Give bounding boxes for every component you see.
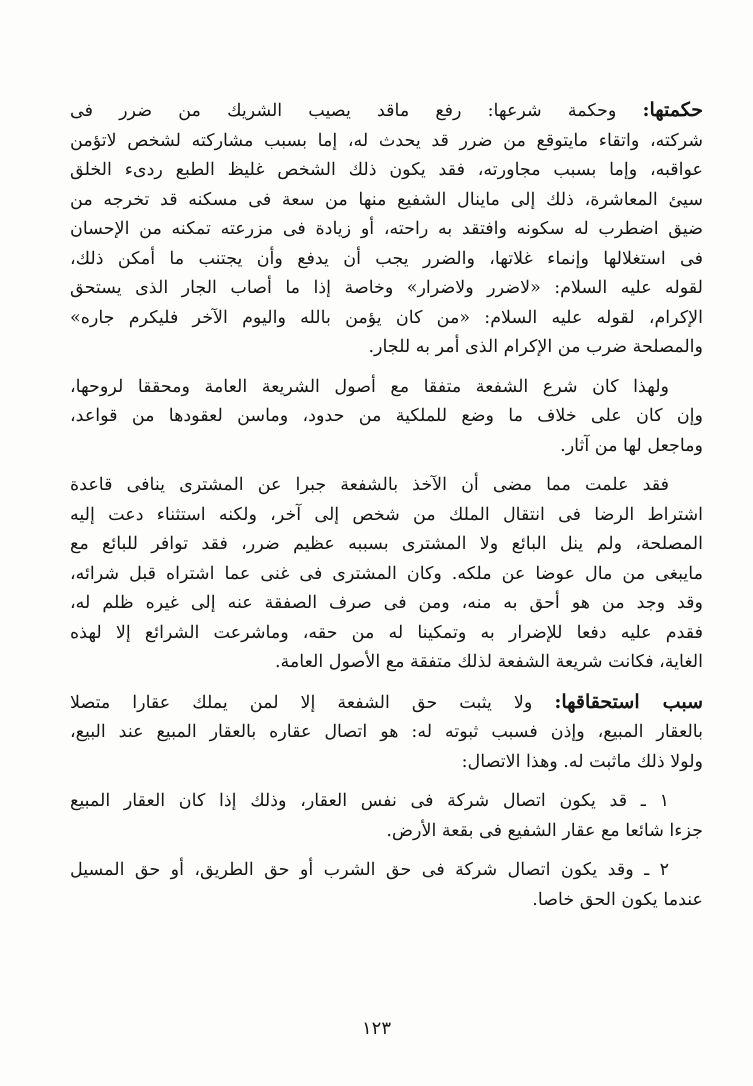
text-line: بالعقار المبيع، وإذن فسبب ثبوته له: هو اتصال عقاره بالعقار المبيع عند البيع، <box>70 722 703 742</box>
section-heading-cause: سبب استحقاقها: <box>554 690 703 713</box>
body-text <box>70 96 703 923</box>
text-line: فى استغلالها وإنماء غلاتها، والضرر يجب أن يدفع وأن يجتنب ما أمكن ذلك، <box>70 248 703 269</box>
text-line: سيئ المعاشرة، ذلك إلى ماينال الشفيع منها من سعة فى مسكنه قد تخرجه من <box>70 189 703 210</box>
paragraph-cause <box>70 688 703 778</box>
list-item-1 <box>70 787 703 846</box>
text-line: وقد وجد من هو أحق به منه، ومن فى صرف الصفقة عنه إلى غيره ظلم له، <box>70 593 703 613</box>
paragraph-wisdom <box>70 96 703 363</box>
text-line: فقدم عليه دفعا للإضرار به وتمكينا له من حقه، وماشرعت الشرائع إلا لهذه <box>70 622 703 643</box>
text-line: ضيق اضطرب له سكونه وافتقد به راحته، أو زيادة فى مزرعته تمكنه من الإحسان <box>70 219 703 239</box>
text-line: حكمتها: وحكمة شرعها: رفع ماقد يصيب الشريك من ضرر فى <box>70 99 703 121</box>
text-line: اشتراط الرضا فى انتقال الملك من شخص إلى آخر، ولكنه استثناء دعت إليه <box>70 504 703 525</box>
section-heading-wisdom: حكمتها: <box>642 99 703 121</box>
paragraph-exception <box>70 471 703 678</box>
text-line: شركته، واتقاء مايتوقع من ضرر قد يحدث له، إما بسبب مشاركته لشخص لاتؤمن <box>70 130 703 151</box>
text-line: سبب استحقاقها: ولا يثبت حق الشفعة إلا لمن يملك عقارا متصلا <box>70 690 703 713</box>
text-line: لقوله عليه السلام: «لاضرر ولاضرار» وخاصة إذا ما أصاب الجار الذى يستحق <box>70 278 703 298</box>
page-number: ١٢٣ <box>361 1018 391 1039</box>
text-line: الإكرام، لقوله عليه السلام: «من كان يؤمن بالله واليوم الآخر فليكرم جاره» <box>70 307 703 328</box>
text-line: وإن كان على خلاف ما وضع للملكية من حدود، وماسن لعقودها من قواعد، <box>70 406 703 426</box>
text-line: جزءا شائعا مع عقار الشفيع فى بقعة الأرض. <box>386 820 703 841</box>
text-line: والمصلحة ضرب من الإكرام الذى أمر به للجار. <box>368 337 703 357</box>
text-line: مايبغى من مال عوضا عن ملكه. وكان المشترى فى غنى عما اشتراه قبل شرائه، <box>70 563 703 584</box>
text-line: ولهذا كان شرع الشفعة متفقا مع أصول الشريعة العامة ومحققا لروحها، <box>70 376 669 397</box>
text-line: فقد علمت مما مضى أن الآخذ بالشفعة جبرا عن المشترى ينافى قاعدة <box>70 475 669 495</box>
text-line: ٢ ـ وقد يكون اتصال شركة فى حق الشرب أو حق الطريق، أو حق المسيل <box>70 860 669 880</box>
text-line: المصلحة، ولم ينل البائع ولا المشترى بسببه عظيم ضرر، فقد توافر للبائع مع <box>70 534 703 554</box>
text-line: ولولا ذلك ماثبت له. وهذا الاتصال: <box>461 751 703 772</box>
text-line: وماجعل لها من آثار. <box>560 435 703 456</box>
text-line: عندما يكون الحق خاصا. <box>532 889 703 910</box>
text-line: عواقبه، وإما بسبب مجاورته، فقد يكون ذلك الشخص غليظ الطبع ردىء الخلق <box>70 160 703 180</box>
list-item-2 <box>70 856 703 915</box>
text-line: ١ ـ قد يكون اتصال شركة فى نفس العقار، وذلك إذا كان العقار المبيع <box>70 791 669 811</box>
paragraph-conformity <box>70 373 703 462</box>
text-line: الغاية، فكانت شريعة الشفعة لذلك متفقة مع الأصول العامة. <box>274 652 703 672</box>
